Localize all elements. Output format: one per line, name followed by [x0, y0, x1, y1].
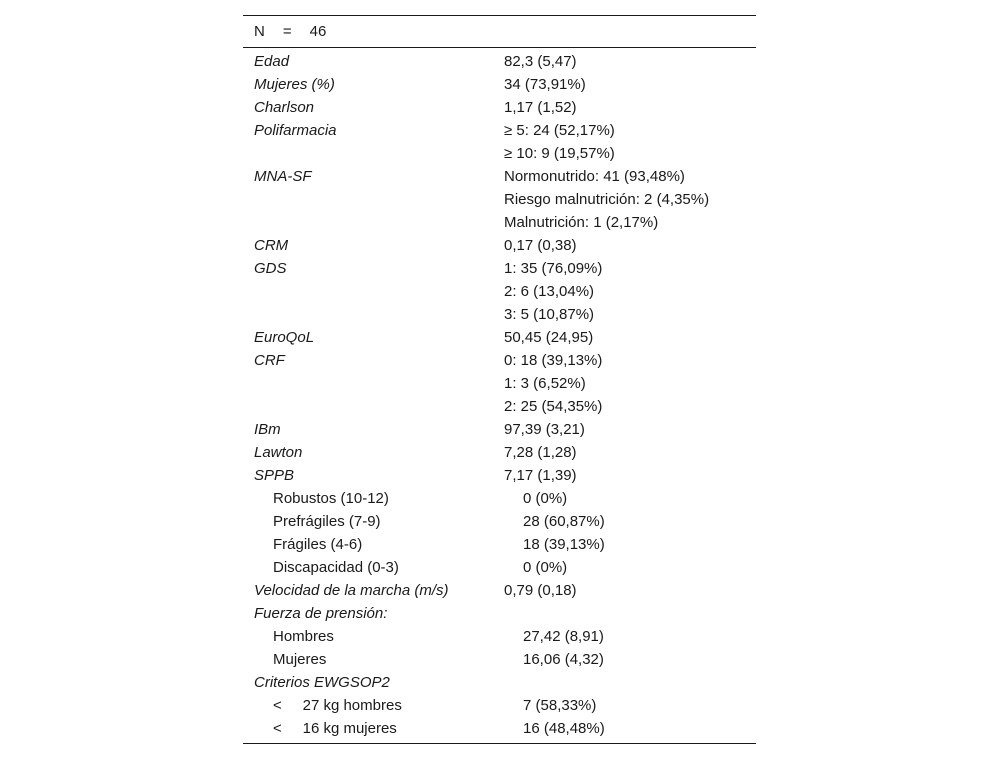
row-label: Fuerza de prensión: [254, 605, 388, 622]
row-value: ≥ 10: 9 (19,57%) [504, 145, 615, 162]
row-label: Mujeres (%) [254, 76, 335, 93]
table-row [243, 211, 756, 234]
row-value: Riesgo malnutrición: 2 (4,35%) [504, 191, 710, 208]
table-row [243, 579, 756, 602]
n-value: 46 [309, 23, 327, 40]
table-row [243, 280, 756, 303]
row-value: ≥ 5: 24 (52,17%) [504, 122, 615, 139]
table-row [243, 464, 756, 487]
row-value: 7,17 (1,39) [504, 467, 577, 484]
table-row [243, 326, 756, 349]
row-label: Mujeres [273, 651, 327, 668]
data-table [243, 15, 756, 744]
row-label: Charlson [254, 99, 315, 116]
row-value: 0: 18 (39,13%) [504, 352, 603, 369]
row-label: Lawton [254, 444, 303, 461]
row-value: Normonutrido: 41 (93,48%) [504, 168, 685, 185]
row-value: 34 (73,91%) [504, 76, 586, 93]
bottom-rule [243, 743, 756, 744]
row-value: 2: 25 (54,35%) [504, 398, 603, 415]
row-value: 7 (58,33%) [523, 697, 597, 714]
row-label: Criterios EWGSOP2 [254, 674, 390, 691]
row-value: 1: 3 (6,52%) [504, 375, 586, 392]
table-row [243, 602, 756, 625]
table-row [243, 418, 756, 441]
row-value: 27,42 (8,91) [523, 628, 604, 645]
table-row [243, 717, 756, 740]
row-value: 0 (0%) [523, 559, 568, 576]
row-label: CRM [254, 237, 289, 254]
table-row [243, 303, 756, 326]
row-label: Hombres [273, 628, 334, 645]
table-row [243, 142, 756, 165]
row-label: < 16 kg mujeres [273, 720, 397, 737]
row-value: 16,06 (4,32) [523, 651, 604, 668]
n-label: N [254, 23, 265, 40]
table-row [243, 625, 756, 648]
table-row [243, 694, 756, 717]
row-value: 1,17 (1,52) [504, 99, 577, 116]
table-row [243, 556, 756, 579]
table-row [243, 257, 756, 280]
table-row [243, 96, 756, 119]
row-value: 50,45 (24,95) [504, 329, 594, 346]
row-label: Robustos (10-12) [273, 490, 389, 507]
row-label: GDS [254, 260, 287, 277]
row-value: 7,28 (1,28) [504, 444, 577, 461]
row-label: Discapacidad (0-3) [273, 559, 399, 576]
table-row [243, 73, 756, 96]
row-label: CRF [254, 352, 285, 369]
table-row [243, 50, 756, 73]
row-value: 97,39 (3,21) [504, 421, 585, 438]
row-label: EuroQoL [254, 329, 315, 346]
row-value: 0 (0%) [523, 490, 568, 507]
row-value: 3: 5 (10,87%) [504, 306, 595, 323]
row-value: 1: 35 (76,09%) [504, 260, 603, 277]
table-row [243, 188, 756, 211]
row-value: 82,3 (5,47) [504, 53, 577, 70]
row-label: IBm [254, 421, 281, 438]
table-row [243, 441, 756, 464]
row-label: MNA-SF [254, 168, 312, 185]
table-row [243, 349, 756, 372]
equals-sign: = [282, 23, 292, 40]
row-value: 0,79 (0,18) [504, 582, 577, 599]
row-label: Prefrágiles (7-9) [273, 513, 381, 530]
row-label: Frágiles (4-6) [273, 536, 363, 553]
table-body [243, 48, 756, 740]
header-row [243, 16, 756, 48]
table-row [243, 119, 756, 142]
row-label: < 27 kg hombres [273, 697, 402, 714]
table-row [243, 487, 756, 510]
table-row [243, 533, 756, 556]
table-row [243, 372, 756, 395]
row-value: 2: 6 (13,04%) [504, 283, 595, 300]
row-label: Edad [254, 53, 290, 70]
row-value: 28 (60,87%) [523, 513, 605, 530]
row-label: Polifarmacia [254, 122, 337, 139]
table-row [243, 165, 756, 188]
table-row [243, 648, 756, 671]
table-row [243, 510, 756, 533]
table-row [243, 234, 756, 257]
row-value: 16 (48,48%) [523, 720, 605, 737]
row-value: 0,17 (0,38) [504, 237, 577, 254]
row-label: SPPB [254, 467, 295, 484]
table-row [243, 395, 756, 418]
row-label: Velocidad de la marcha (m/s) [254, 582, 449, 599]
row-value: 18 (39,13%) [523, 536, 605, 553]
table-row [243, 671, 756, 694]
row-value: Malnutrición: 1 (2,17%) [504, 214, 659, 231]
